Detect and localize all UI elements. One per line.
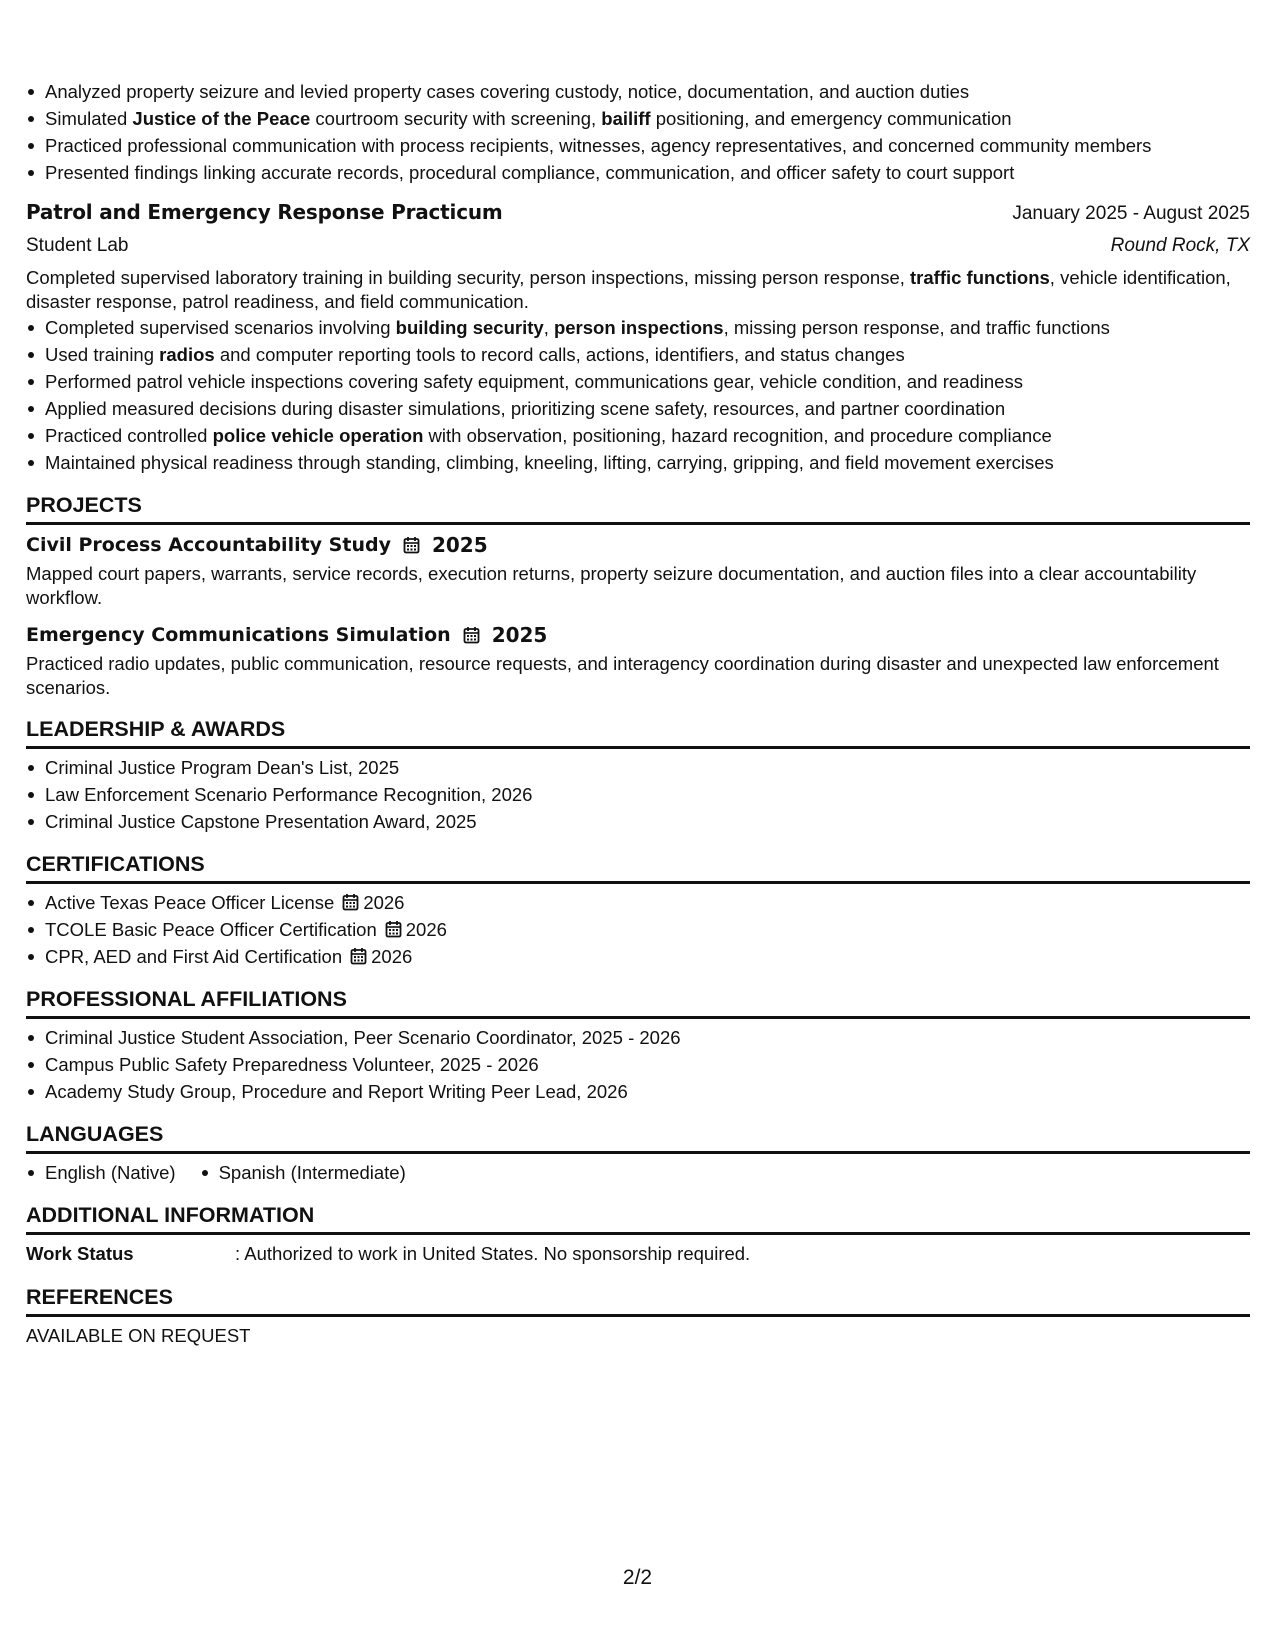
list-item (26, 449, 1250, 476)
text-run: Completed supervised scenarios involving (45, 317, 396, 338)
text-run: with observation, positioning, hazard recognition, and procedure compliance (423, 425, 1052, 446)
calendar-icon (385, 920, 402, 938)
list-item: Criminal Justice Capstone Presentation Award, 2025 (26, 808, 1250, 835)
section-heading: CERTIFICATIONS (26, 849, 1250, 884)
text-run: Applied measured decisions during disaster simulations, prioritizing scene safety, resources, and partner coordination (45, 398, 1006, 419)
text-run: Analyzed property seizure and levied property cases covering custody, notice, documentation, and auction duties (45, 81, 970, 102)
certification-year: 2026 (405, 919, 447, 940)
section-heading: ADDITIONAL INFORMATION (26, 1200, 1250, 1235)
list-item (26, 105, 1250, 132)
list-item: Law Enforcement Scenario Performance Recognition, 2026 (26, 781, 1250, 808)
project-description: Practiced radio updates, public communication, resource requests, and interagency coordination during disaster and unexpected law enforcement scenarios. (26, 653, 1219, 698)
list-item (26, 341, 1250, 368)
entry-title: Patrol and Emergency Response Practicum (26, 200, 503, 224)
entry-bullets (26, 314, 1250, 476)
list-item: Campus Public Safety Preparedness Volunteer, 2025 - 2026 (26, 1051, 1250, 1078)
list-item: English (Native) (26, 1159, 176, 1186)
entry-organization: Student Lab (26, 235, 129, 256)
bold-keyword: police vehicle operation (212, 425, 424, 446)
text-run: , (543, 317, 554, 338)
languages-section (26, 1119, 1250, 1186)
calendar-icon (350, 947, 367, 965)
work-status-row (26, 1240, 1250, 1268)
text-run: Presented findings linking accurate records, procedural compliance, communication, and officer safety to court support (45, 162, 1015, 183)
languages-list (26, 1159, 1250, 1186)
bold-keyword: Justice of the Peace (132, 108, 311, 129)
list-item (26, 314, 1250, 341)
certification-item (26, 943, 1250, 970)
list-item: Criminal Justice Program Dean's List, 2025 (26, 754, 1250, 781)
section-heading: LANGUAGES (26, 1119, 1250, 1154)
calendar-icon (342, 893, 359, 911)
work-status-value: : Authorized to work in United States. No sponsorship required. (235, 1243, 751, 1264)
text-run: , missing person response, and traffic functions (723, 317, 1110, 338)
certification-item (26, 916, 1250, 943)
list-item (26, 78, 1250, 105)
project-description: Mapped court papers, warrants, service records, execution returns, property seizure documentation, and auction files into a clear accountability workflow. (26, 563, 1197, 608)
certification-name: TCOLE Basic Peace Officer Certification (45, 919, 377, 940)
text-run: Maintained physical readiness through standing, climbing, kneeling, lifting, carrying, gripping, and field movement exercises (45, 452, 1054, 473)
projects-section (26, 490, 1250, 700)
project-title: Civil Process Accountability Study (26, 534, 391, 556)
entry-location: Round Rock, TX (1110, 235, 1250, 256)
practicum-entry (26, 196, 1250, 476)
entry-summary (26, 266, 1250, 314)
text-run: Completed supervised laboratory training in building security, person inspections, missing person response, (26, 267, 911, 288)
bold-keyword: radios (159, 344, 215, 365)
bold-keyword: building security (395, 317, 544, 338)
project-item (26, 620, 1250, 700)
list-item (26, 132, 1250, 159)
references-text: AVAILABLE ON REQUEST (26, 1325, 251, 1346)
project-title: Emergency Communications Simulation (26, 624, 451, 646)
entry-dates: January 2025 - August 2025 (1012, 203, 1250, 224)
project-item (26, 530, 1250, 610)
list-item (26, 395, 1250, 422)
project-header (26, 620, 1250, 650)
project-year: 2025 (491, 623, 548, 647)
certifications-section (26, 849, 1250, 970)
text-run: courtroom security with screening, (310, 108, 602, 129)
section-heading: PROJECTS (26, 490, 1250, 525)
text-run: and computer reporting tools to record calls, actions, identifiers, and status changes (214, 344, 905, 365)
project-year: 2025 (431, 533, 488, 557)
work-status-label: Work Status (26, 1243, 134, 1264)
certification-item (26, 889, 1250, 916)
calendar-icon (403, 536, 420, 554)
certification-year: 2026 (371, 946, 413, 967)
text-run: positioning, and emergency communication (650, 108, 1012, 129)
certification-year: 2026 (363, 892, 405, 913)
references-section (26, 1282, 1250, 1349)
list-item (26, 368, 1250, 395)
calendar-icon (463, 626, 480, 644)
list-item: Criminal Justice Student Association, Peer Scenario Coordinator, 2025 - 2026 (26, 1024, 1250, 1051)
resume-page (26, 78, 1250, 1349)
affiliations-list (26, 1024, 1250, 1105)
leadership-section (26, 714, 1250, 835)
page-number: 2/2 (622, 1566, 653, 1589)
certifications-list (26, 889, 1250, 970)
text-run: Practiced professional communication with process recipients, witnesses, agency representatives, and concerned community members (45, 135, 1152, 156)
continued-experience-bullets (26, 78, 1250, 186)
text-run: Used training (45, 344, 160, 365)
project-header (26, 530, 1250, 560)
text-run: Practiced controlled (45, 425, 213, 446)
list-item: Spanish (Intermediate) (200, 1159, 406, 1186)
text-run: , vehicle identification, disaster response, patrol readiness, and field communication. (26, 267, 1231, 312)
list-item (26, 159, 1250, 186)
bold-keyword: traffic functions (910, 267, 1050, 288)
certification-name: Active Texas Peace Officer License (45, 892, 335, 913)
section-heading: PROFESSIONAL AFFILIATIONS (26, 984, 1250, 1019)
section-heading: REFERENCES (26, 1282, 1250, 1317)
bold-keyword: bailiff (601, 108, 651, 129)
list-item: Academy Study Group, Procedure and Report Writing Peer Lead, 2026 (26, 1078, 1250, 1105)
text-run: Simulated (45, 108, 133, 129)
section-heading: LEADERSHIP & AWARDS (26, 714, 1250, 749)
certification-name: CPR, AED and First Aid Certification (45, 946, 343, 967)
bold-keyword: person inspections (553, 317, 724, 338)
list-item (26, 422, 1250, 449)
text-run: Performed patrol vehicle inspections covering safety equipment, communications gear, vehicle condition, and readiness (45, 371, 1023, 392)
projects-list (26, 530, 1250, 700)
additional-info-section (26, 1200, 1250, 1268)
affiliations-section (26, 984, 1250, 1105)
leadership-list (26, 754, 1250, 835)
